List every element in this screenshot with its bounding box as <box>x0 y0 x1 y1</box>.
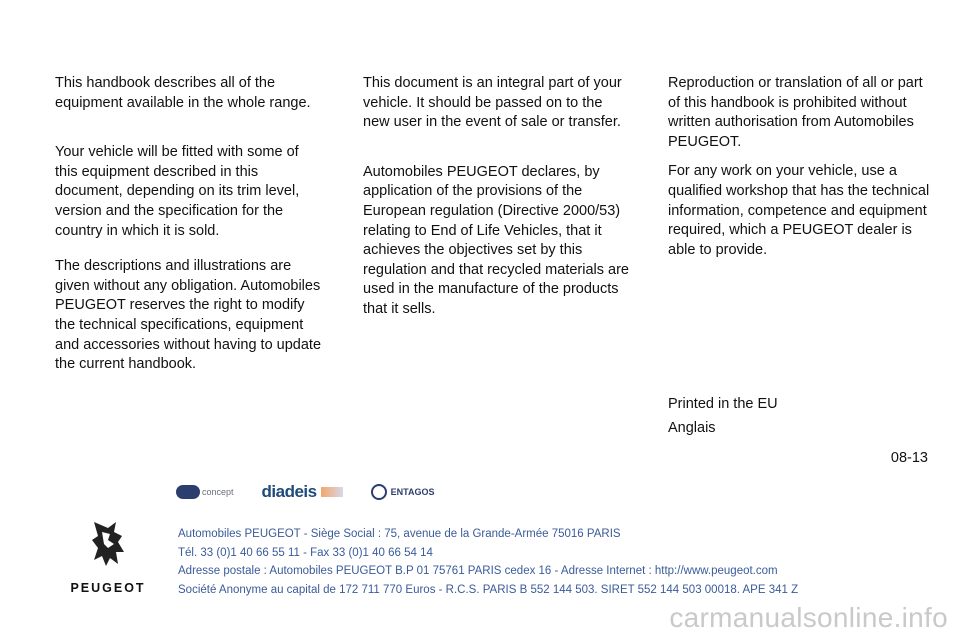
partner-logos <box>176 482 434 502</box>
company-address <box>178 525 798 599</box>
language-label: Anglais <box>668 420 716 436</box>
hd-concept-logo <box>176 485 234 499</box>
peugeot-brand <box>58 518 158 595</box>
site-watermark: carmanualsonline.info <box>669 602 948 633</box>
left-column <box>55 74 325 375</box>
address-line: Automobiles PEUGEOT - Siège Social : 75, avenue de la Grande-Armée 75016 PARIS <box>178 528 621 540</box>
printed-in-label: Printed in the EU <box>668 396 778 412</box>
obligation-note: The descriptions and illustrations are given without any obligation. Automobiles PEUGEOT reserves the right to modify the technical specifications, equipment and accessories without having to update the current handbook. <box>55 258 322 373</box>
reproduction-note: Reproduction or translation of all or part of this handbook is prohibited without written authorisation from Automobiles PEUGEOT. <box>668 75 923 150</box>
hd-concept-text: concept <box>202 487 234 497</box>
entagos-text: ENTAGOS <box>390 487 435 497</box>
address-line: Tél. 33 (0)1 40 66 55 11 - Fax 33 (0)1 40 66 54 14 <box>178 546 433 559</box>
right-column <box>668 74 938 260</box>
integral-part-note: This document is an integral part of your vehicle. It should be passed on to the new user in the event of sale or transfer. <box>363 75 622 131</box>
middle-column <box>363 74 633 320</box>
peugeot-lion-icon <box>84 518 132 570</box>
address-line: Adresse postale : Automobiles PEUGEOT B.P 01 75761 PARIS cedex 16 - Adresse Internet : http://www.peugeot.com <box>178 565 778 577</box>
diadeis-mark-icon <box>321 487 343 497</box>
workshop-note: For any work on your vehicle, use a qualified workshop that has the technical information, competence and equipment required, which a PEUGEOT dealer is able to provide. <box>668 163 930 258</box>
entagos-ring-icon <box>371 484 387 500</box>
range-note: This handbook describes all of the equipment available in the whole range. <box>55 75 311 111</box>
edition-code: 08-13 <box>890 450 928 466</box>
diadeis-text: diadeis <box>261 482 317 501</box>
address-line: Société Anonyme au capital de 172 711 770 Euros - R.C.S. PARIS B 552 144 503. SIRET 552 144 503 00018. APE 341 Z <box>178 583 799 596</box>
entagos-logo <box>371 484 435 500</box>
fitted-equipment-note: Your vehicle will be fitted with some of this equipment described in this document, depending on its trim level, version and the specification for the country in which it is sold. <box>55 144 300 239</box>
brand-name: PEUGEOT <box>70 581 146 595</box>
diadeis-logo <box>262 482 343 502</box>
hd-concept-mark-icon <box>176 485 200 499</box>
end-of-life-note: Automobiles PEUGEOT declares, by application of the provisions of the European regulation (Directive 2000/53) relating to End of Life Vehicles, that it achieves the objectives set by this regulation and that recycled materials are used in the manufacture of the products that it sells. <box>363 163 629 317</box>
